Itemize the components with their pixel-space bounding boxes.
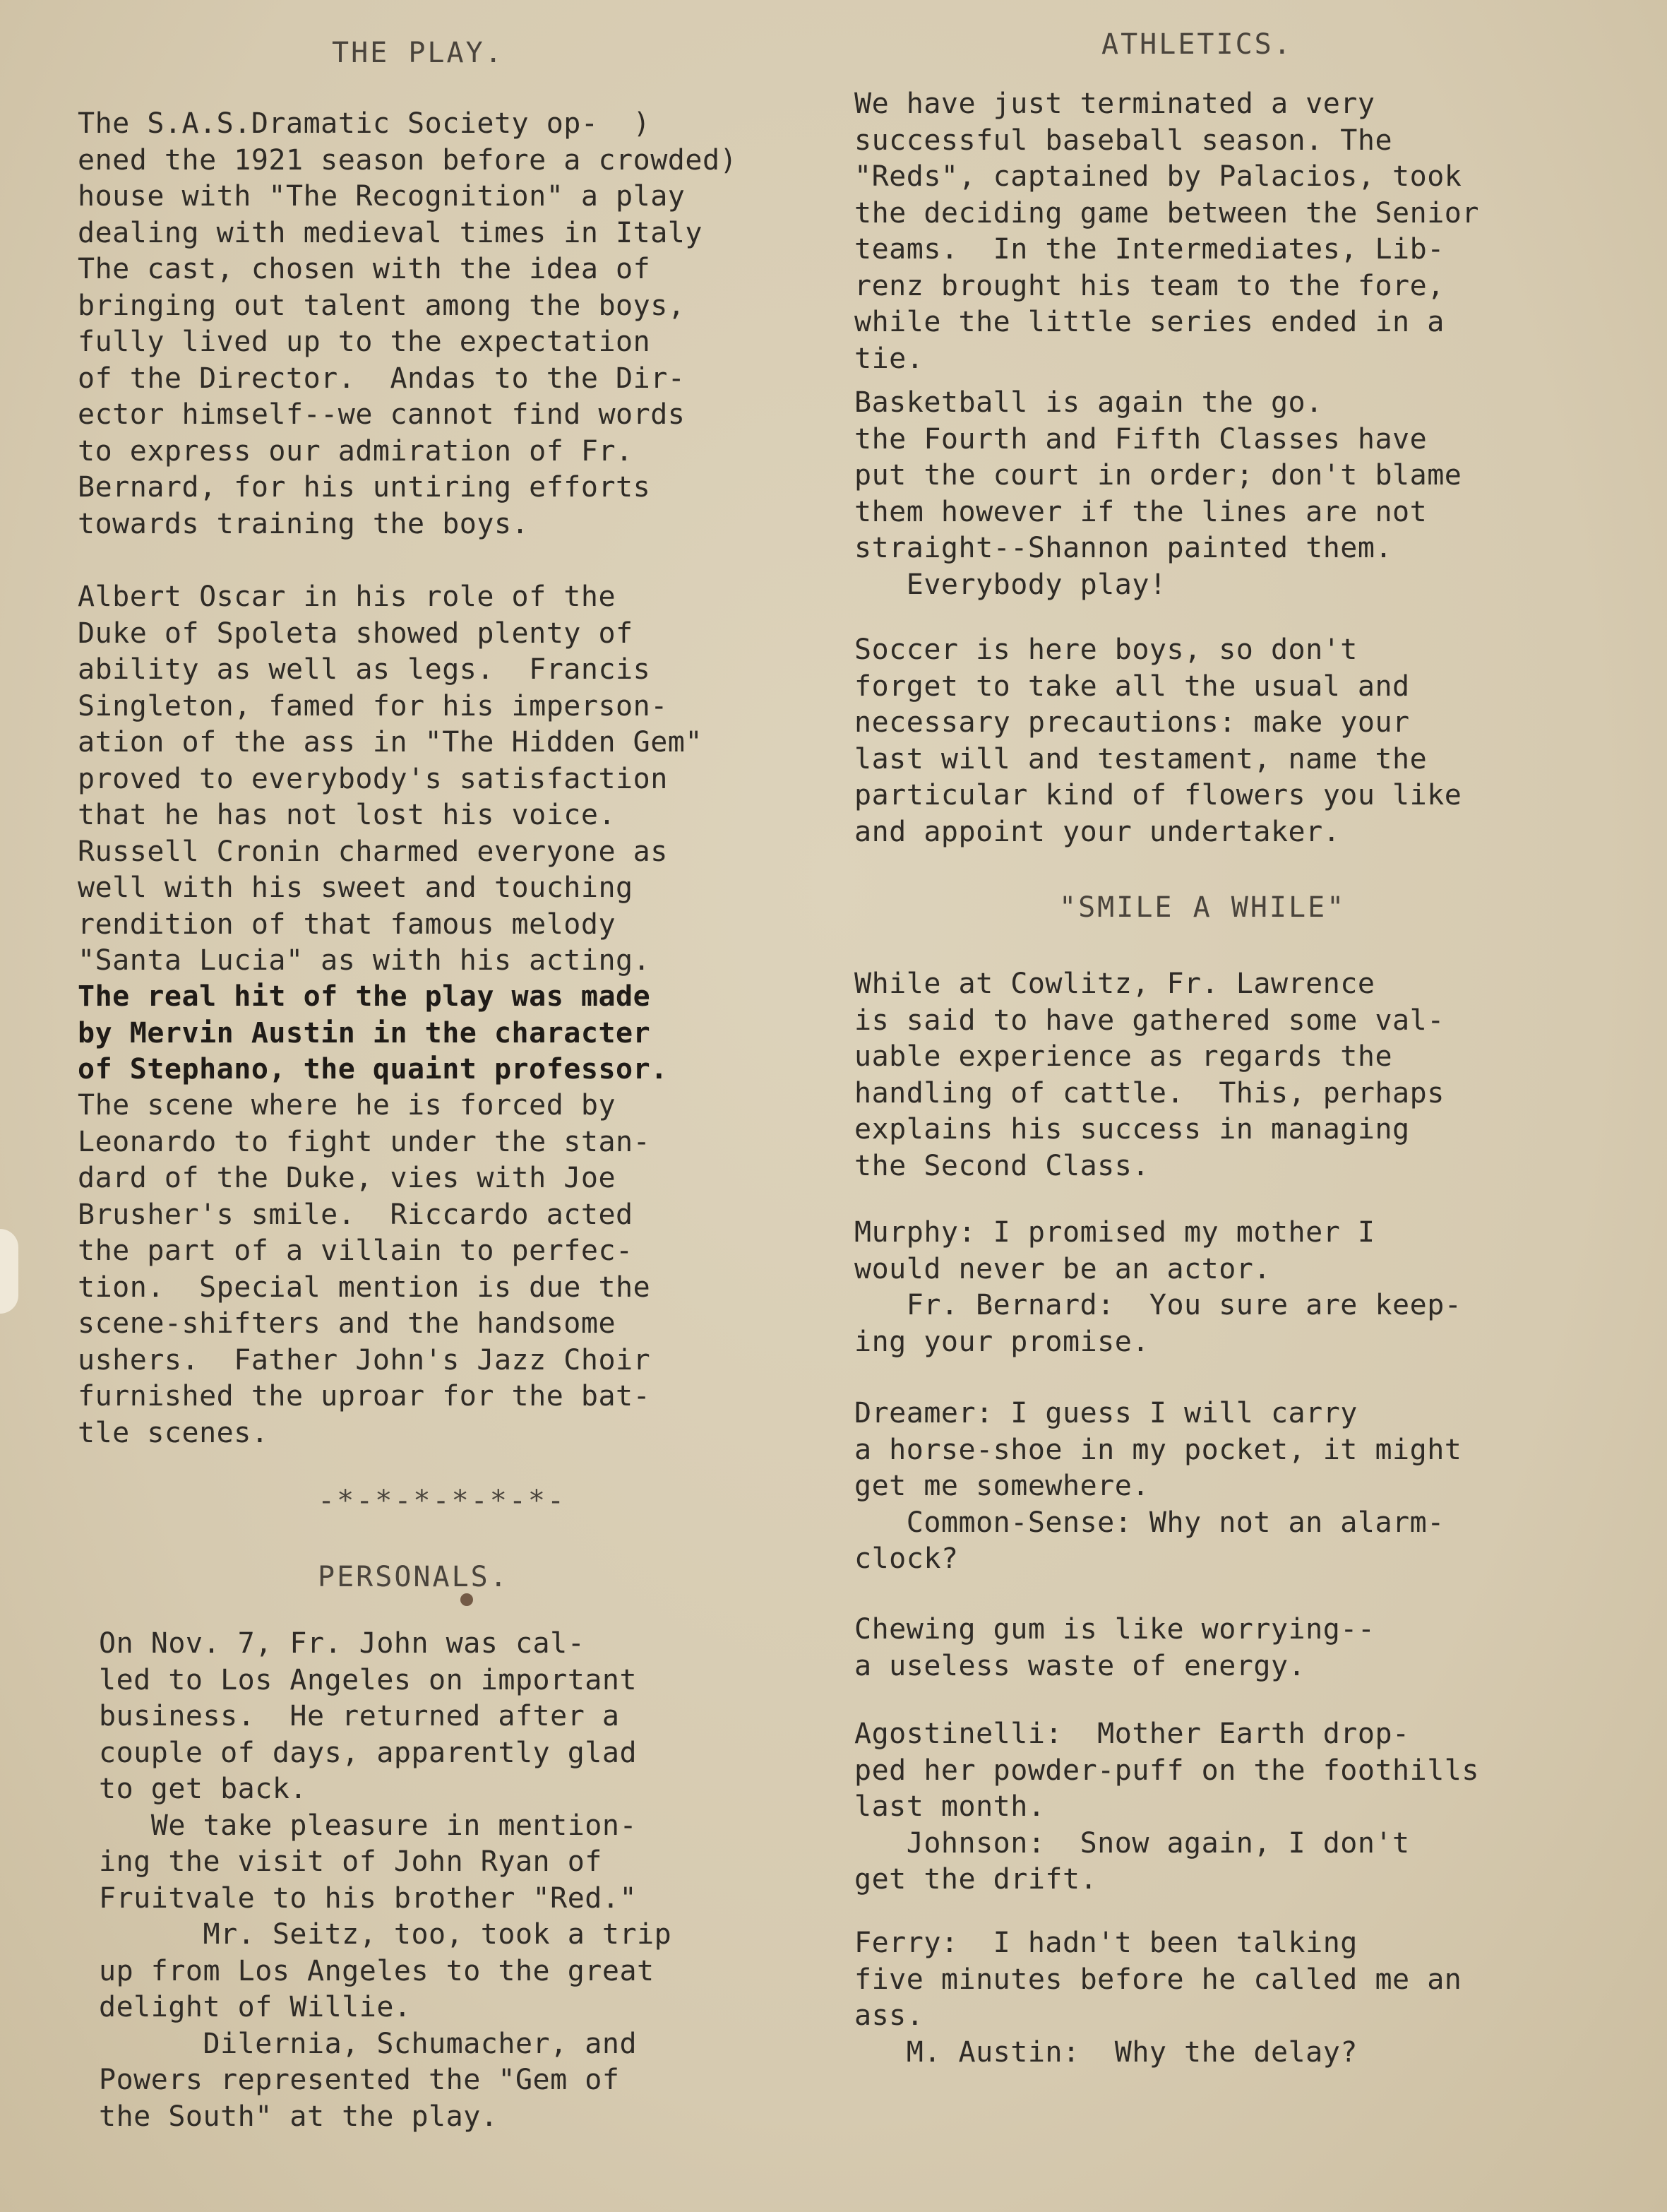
- play-paragraph-4: The scene where he is forced by Leonardo to fight under the stan- dard of the Duke, vies with Joe Brusher's smile. Riccardo acted the part of a villain to perfec- tion. Special mention is due the scene-shifters and the handsome ushers. Father John's Jazz Choir furnished the uproar for the bat- tle scenes.: [78, 1089, 651, 1449]
- section-heading-athletics: ATHLETICS.: [1101, 28, 1293, 61]
- athletics-paragraph-1: We have just terminated a very successful baseball season. The "Reds", captained by Palacios, took the deciding game between the Senior teams. In the Intermediates, Lib- renz brought his team to the fore, while the little series ended in a tie.: [854, 88, 1479, 375]
- personals-paragraph: On Nov. 7, Fr. John was cal- led to Los Angeles on important business. He returned after a couple of days, apparently glad to get back. We take pleasure in mention- ing the visit of John Ryan of Fruitvale to his brother "Red." Mr. Seitz, too, took a trip up from Los Angeles to the great delight of Willie. Dilernia, Schumacher, and Powers represented the "Gem of the South" at the play.: [99, 1627, 672, 2133]
- section-heading-the-play: THE PLAY.: [332, 37, 504, 69]
- ink-smudge: [460, 1593, 473, 1606]
- play-paragraph-1: The S.A.S.Dramatic Society op- ) ened the 1921 season before a crowded) house with "The Recognition" a play dealing with medieval times in Italy The cast, chosen with the idea of bringing out talent among the boys, fully lived up to the expectation of the Director. Andas to the Dir- ector himself--we cannot find words to express our admiration of Fr. Bernard, for his untiring efforts towards training the boys.: [78, 107, 738, 540]
- paper-edge-tear: [0, 1229, 18, 1314]
- play-paragraph-3: The real hit of the play was made by Mervin Austin in the character of Stephano, the quaint professor.: [78, 980, 668, 1086]
- section-heading-smile-a-while: "SMILE A WHILE": [1059, 891, 1346, 924]
- section-heading-personals: PERSONALS.: [318, 1561, 509, 1593]
- joke-chewing-gum: Chewing gum is like worrying-- a useless waste of energy.: [854, 1613, 1375, 1682]
- joke-ferry: Ferry: I hadn't been talking five minutes before he called me an ass. M. Austin: Why the delay?: [854, 1927, 1462, 2069]
- joke-dreamer: Dreamer: I guess I will carry a horse-shoe in my pocket, it might get me somewhere. Common-Sense: Why not an alarm- clock?: [854, 1397, 1462, 1575]
- section-divider: -*-*-*-*-*-*-: [318, 1485, 567, 1517]
- joke-murphy: Murphy: I promised my mother I would never be an actor. Fr. Bernard: You sure are keep- ing your promise.: [854, 1216, 1462, 1358]
- athletics-paragraph-2: Basketball is again the go. the Fourth and Fifth Classes have put the court in order; don't blame them however if the lines are not straight--Shannon painted them. Everybody play!: [854, 386, 1462, 601]
- joke-agostinelli: Agostinelli: Mother Earth drop- ped her powder-puff on the foothills last month. Johnson: Snow again, I don't get the drift.: [854, 1718, 1479, 1896]
- play-paragraph-2: Albert Oscar in his role of the Duke of Spoleta showed plenty of ability as well as legs. Francis Singleton, famed for his imperson- ation of the ass in "The Hidden Gem" proved to everybody's satisfaction that he has not lost his voice. Russell Cronin charmed everyone as well with his sweet and touching rendition of that famous melody "Santa Lucia" as with his acting.: [78, 581, 703, 977]
- joke-cowlitz: While at Cowlitz, Fr. Lawrence is said to have gathered some val- uable experience as regards the handling of cattle. This, perhaps explains his success in managing the Second Class.: [854, 968, 1445, 1182]
- athletics-paragraph-3: Soccer is here boys, so don't forget to take all the usual and necessary precautions: make your last will and testament, name the particular kind of flowers you like and appoint your undertaker.: [854, 634, 1462, 848]
